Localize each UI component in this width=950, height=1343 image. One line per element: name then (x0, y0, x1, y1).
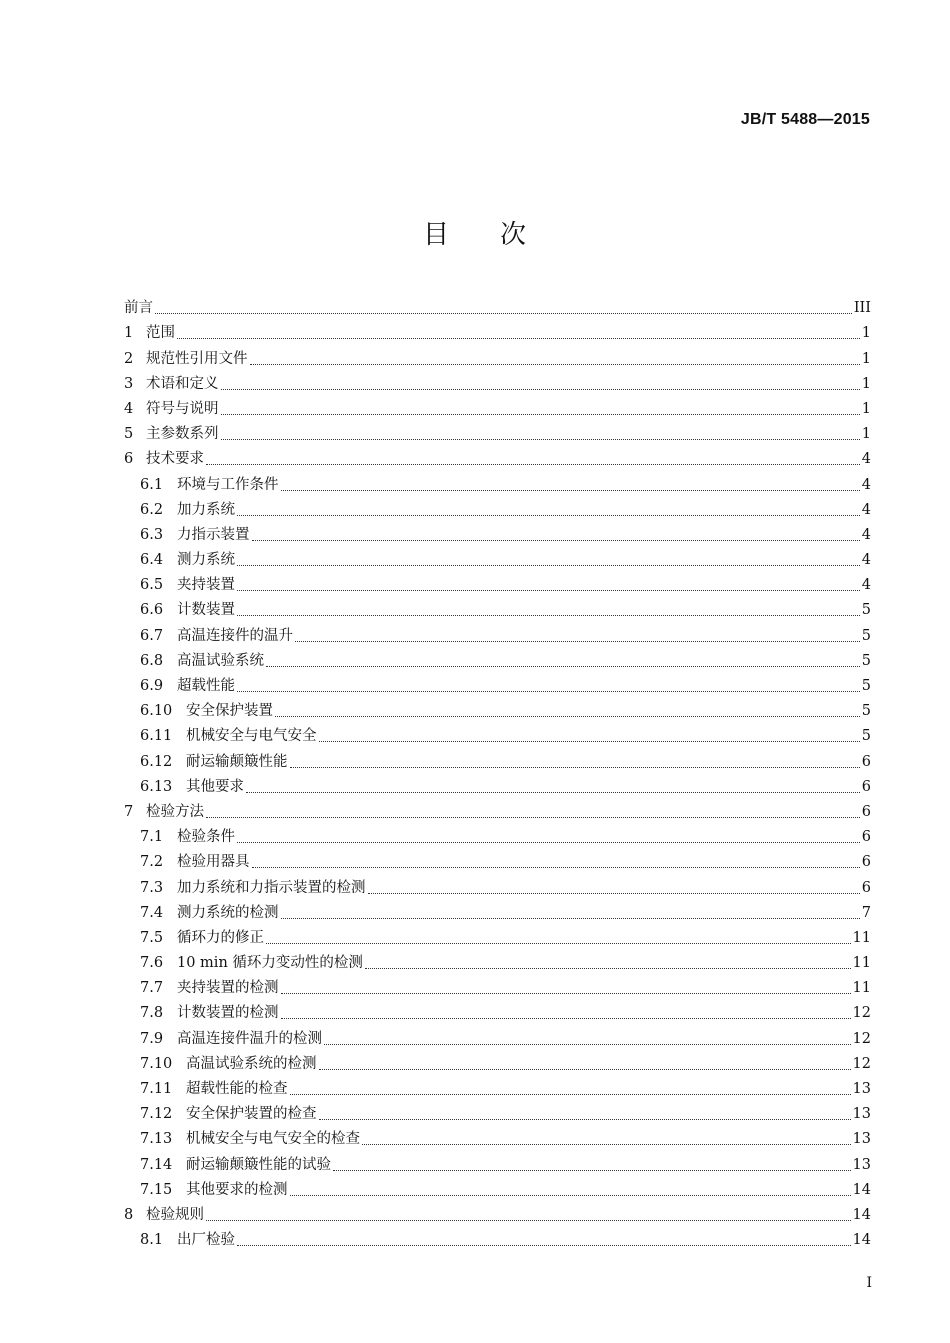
toc-entry[interactable] (124, 519, 871, 544)
toc-entry-title: 计数装置 (177, 602, 235, 619)
toc-entry-number: 6.5 (140, 577, 164, 594)
toc-entry-title: 耐运输颠簸性能的试验 (186, 1156, 331, 1173)
toc-entry-number: 6.9 (140, 678, 164, 694)
toc-entry-page: 12 (852, 1055, 871, 1072)
toc-entry-page: 4 (861, 526, 871, 543)
toc-dot-leader (275, 715, 860, 717)
toc-entry-page: 12 (852, 1030, 871, 1047)
toc-entry-title: 主参数系列 (146, 426, 219, 443)
toc-entry[interactable] (124, 342, 871, 367)
toc-entry-number: 2 (124, 350, 134, 367)
toc-entry[interactable] (124, 1148, 871, 1173)
toc-entry-page: 6 (861, 803, 871, 820)
toc-dot-leader (221, 438, 860, 440)
toc-entry[interactable] (124, 1048, 871, 1073)
toc-entry-page: 11 (852, 929, 871, 946)
toc-entry-number: 6.1 (140, 476, 164, 493)
toc-entry[interactable] (124, 1123, 871, 1148)
toc-entry-page: III (853, 300, 871, 317)
toc-entry-number: 6 (124, 451, 134, 468)
toc-entry-page: 14 (852, 1181, 871, 1198)
toc-entry-title: 术语和定义 (146, 375, 219, 392)
toc-entry-number: 7.7 (140, 980, 164, 997)
toc-entry[interactable] (124, 619, 871, 644)
toc-entry-number: 3 (124, 375, 134, 392)
toc-entry-number: 7.13 (140, 1131, 173, 1148)
toc-entry-number: 7.10 (140, 1055, 173, 1072)
toc-dot-leader (281, 917, 860, 919)
toc-dot-leader (246, 791, 860, 793)
toc-dot-leader (266, 942, 851, 944)
toc-entry-title: 检验条件 (177, 829, 235, 846)
toc-entry-title: 夹持装置 (177, 577, 235, 594)
toc-entry-title: 其他要求 (186, 778, 244, 795)
toc-entry-number: 7.1 (140, 829, 164, 846)
toc-entry[interactable] (124, 922, 871, 947)
toc-entry-page: 1 (861, 400, 871, 417)
toc-entry-title: 测力系统 (177, 552, 235, 569)
toc-entry-number: 8 (124, 1206, 134, 1223)
toc-entry-title: 规范性引用文件 (146, 350, 248, 367)
toc-entry-number: 1 (124, 325, 134, 342)
toc-entry-number: 6.11 (140, 728, 173, 745)
toc-entry-number: 6.7 (140, 627, 164, 644)
toc-entry-number: 6.3 (140, 526, 164, 543)
toc-entry-title: 加力系统和力指示装置的检测 (177, 879, 366, 896)
toc-entry[interactable] (124, 418, 871, 443)
toc-dot-leader (368, 892, 860, 894)
toc-entry-page: 13 (852, 1156, 871, 1173)
toc-entry[interactable] (124, 443, 871, 468)
toc-dot-leader (281, 1017, 851, 1019)
toc-dot-leader (266, 665, 860, 667)
toc-entry-page: 5 (861, 678, 871, 694)
toc-entry-number: 7.12 (140, 1106, 173, 1123)
toc-entry-title: 超载性能 (177, 678, 235, 694)
toc-entry-number: 7.11 (140, 1081, 173, 1097)
toc-dot-leader (237, 841, 860, 843)
toc-heading (0, 214, 950, 251)
toc-entry[interactable] (124, 594, 871, 619)
toc-dot-leader (237, 514, 860, 516)
toc-entry-page: 1 (861, 350, 871, 367)
toc-entry-page: 1 (861, 375, 871, 392)
toc-entry-number: 7.15 (140, 1181, 173, 1198)
toc-entry-title: 超载性能的检查 (186, 1081, 288, 1097)
toc-entry-number: 6.6 (140, 602, 164, 619)
toc-entry-page: 4 (861, 451, 871, 468)
toc-entry-number: 6.10 (140, 703, 173, 720)
toc-entry-title: 范围 (146, 325, 175, 342)
page-number: I (866, 1275, 872, 1291)
toc-entry-number: 7.9 (140, 1030, 164, 1047)
toc-entry[interactable] (124, 1022, 871, 1047)
toc-entry-title: 机械安全与电气安全 (186, 728, 317, 745)
toc-dot-leader (290, 1093, 851, 1095)
toc-dot-leader (252, 866, 860, 868)
toc-entry-page: 6 (861, 778, 871, 795)
toc-entry-page: 5 (861, 703, 871, 720)
toc-entry[interactable] (124, 317, 871, 342)
toc-entry-page: 6 (861, 829, 871, 846)
toc-entry-page: 4 (861, 501, 871, 518)
toc-entry-number: 6.12 (140, 753, 173, 770)
toc-entry-title: 耐运输颠簸性能 (186, 753, 288, 770)
toc-entry[interactable] (124, 1174, 871, 1199)
toc-entry-number: 7.8 (140, 1005, 164, 1022)
toc-entry[interactable] (124, 468, 871, 493)
toc-entry-page: 4 (861, 552, 871, 569)
toc-entry-page: 5 (861, 602, 871, 619)
toc-dot-leader (221, 388, 860, 390)
toc-entry-page: 5 (861, 627, 871, 644)
toc-entry-page: 6 (861, 753, 871, 770)
toc-dot-leader (365, 967, 851, 969)
toc-entry-number: 7.4 (140, 904, 164, 921)
toc-dot-leader (206, 816, 860, 818)
toc-entry-number: 4 (124, 400, 134, 417)
toc-dot-leader (290, 766, 860, 768)
toc-dot-leader (362, 1143, 851, 1145)
toc-dot-leader (324, 1043, 851, 1045)
toc-entry-title: 夹持装置的检测 (177, 980, 279, 997)
toc-dot-leader (221, 413, 860, 415)
toc-entry-title: 技术要求 (146, 451, 204, 468)
toc-dot-leader (155, 312, 852, 314)
toc-entry[interactable] (124, 720, 871, 745)
toc-dot-leader (281, 992, 851, 994)
toc-heading-right: 次 (500, 220, 528, 250)
toc-entry-number: 6.13 (140, 778, 173, 795)
toc-entry-title: 计数装置的检测 (177, 1005, 279, 1022)
toc-entry-title: 安全保护装置 (186, 703, 273, 720)
toc-entry-number: 6.8 (140, 652, 164, 669)
toc-entry[interactable] (124, 947, 871, 972)
toc-entry-title: 加力系统 (177, 501, 235, 518)
toc-entry-title: 检验用器具 (177, 854, 250, 871)
toc-entry-title: 力指示装置 (177, 526, 250, 543)
toc-entry[interactable] (124, 494, 871, 519)
toc-entry[interactable] (124, 897, 871, 922)
toc-entry-title: 安全保护装置的检查 (186, 1106, 317, 1123)
toc-entry-page: 11 (852, 980, 871, 997)
toc-entry-number: 7.6 (140, 955, 164, 972)
toc-entry-title: 符号与说明 (146, 400, 219, 417)
toc-entry-page: 13 (852, 1081, 871, 1097)
toc-entry-title: 环境与工作条件 (177, 476, 279, 493)
toc-entry-page: 1 (861, 426, 871, 443)
toc-entry-page: 4 (861, 476, 871, 493)
toc-entry[interactable] (124, 695, 871, 720)
toc-entry[interactable] (124, 1199, 871, 1224)
toc-dot-leader (206, 463, 860, 465)
toc-entry-title: 高温连接件温升的检测 (177, 1030, 322, 1047)
toc-dot-leader (237, 589, 860, 591)
toc-entry[interactable] (124, 972, 871, 997)
toc-entry[interactable] (124, 645, 871, 670)
toc-entry-number: 6.2 (140, 501, 164, 518)
toc-dot-leader (237, 564, 860, 566)
toc-entry[interactable] (124, 544, 871, 569)
toc-entry[interactable] (124, 846, 871, 871)
toc-entry-page: 5 (861, 728, 871, 745)
toc-entry[interactable] (124, 1098, 871, 1123)
toc-dot-leader (206, 1219, 851, 1221)
toc-entry[interactable] (124, 745, 871, 770)
toc-entry[interactable] (124, 796, 871, 821)
toc-entry[interactable] (124, 670, 871, 695)
toc-dot-leader (250, 363, 860, 365)
toc-entry[interactable] (124, 393, 871, 418)
toc-entry-number: 6.4 (140, 552, 164, 569)
toc-entry-number: 5 (124, 426, 134, 443)
toc-entry-number: 7.2 (140, 854, 164, 871)
toc-entry-page: 13 (852, 1131, 871, 1148)
toc-entry-title: 检验方法 (146, 803, 204, 820)
toc-entry-page: 14 (852, 1206, 871, 1223)
toc-entry-number: 8.1 (140, 1232, 164, 1249)
toc-dot-leader (281, 489, 860, 491)
toc-entry-page: 6 (861, 879, 871, 896)
toc-entry-page: 7 (861, 904, 871, 921)
toc-entry-number: 7.5 (140, 929, 164, 946)
toc-entry[interactable] (124, 292, 871, 317)
toc-dot-leader (319, 1068, 851, 1070)
toc-entry[interactable] (124, 871, 871, 896)
toc-entry-number: 7.3 (140, 879, 164, 896)
toc-entry-page: 14 (852, 1232, 871, 1249)
toc-entry-number: 7.14 (140, 1156, 173, 1173)
toc-dot-leader (237, 1244, 851, 1246)
toc-dot-leader (295, 640, 860, 642)
toc-heading-left: 目 (422, 220, 450, 250)
toc-entry[interactable] (124, 368, 871, 393)
toc-dot-leader (333, 1169, 851, 1171)
toc-entry-page: 1 (861, 325, 871, 342)
toc-dot-leader (252, 539, 860, 541)
toc-entry[interactable] (124, 771, 871, 796)
toc-dot-leader (177, 337, 860, 339)
toc-dot-leader (237, 690, 860, 692)
toc-entry-page: 12 (852, 1005, 871, 1022)
toc-list (124, 292, 871, 1249)
toc-entry-title: 其他要求的检测 (186, 1181, 288, 1198)
toc-entry-page: 6 (861, 854, 871, 871)
toc-entry-number: 7 (124, 803, 134, 820)
toc-entry-title: 循环力的修正 (177, 929, 264, 946)
toc-entry-page: 13 (852, 1106, 871, 1123)
toc-dot-leader (319, 740, 860, 742)
toc-entry-title: 机械安全与电气安全的检查 (186, 1131, 360, 1148)
toc-entry-title: 高温试验系统 (177, 652, 264, 669)
toc-entry-title: 高温连接件的温升 (177, 627, 293, 644)
toc-entry-title: 检验规则 (146, 1206, 204, 1223)
toc-entry-page: 4 (861, 577, 871, 594)
toc-entry[interactable] (124, 821, 871, 846)
standard-code: JB/T 5488—2015 (740, 111, 870, 128)
toc-entry-title: 测力系统的检测 (177, 904, 279, 921)
toc-entry[interactable] (124, 1073, 871, 1098)
toc-entry-title: 前言 (124, 300, 153, 317)
toc-dot-leader (290, 1194, 851, 1196)
toc-entry-page: 11 (852, 955, 871, 972)
toc-entry-title: 出厂检验 (177, 1232, 235, 1249)
toc-entry-title: 高温试验系统的检测 (186, 1055, 317, 1072)
toc-entry-title: 10 min 循环力变动性的检测 (177, 955, 363, 972)
toc-dot-leader (237, 614, 860, 616)
toc-entry[interactable] (124, 1224, 871, 1249)
toc-entry-page: 5 (861, 652, 871, 669)
toc-entry[interactable] (124, 569, 871, 594)
toc-dot-leader (319, 1118, 851, 1120)
toc-entry[interactable] (124, 997, 871, 1022)
